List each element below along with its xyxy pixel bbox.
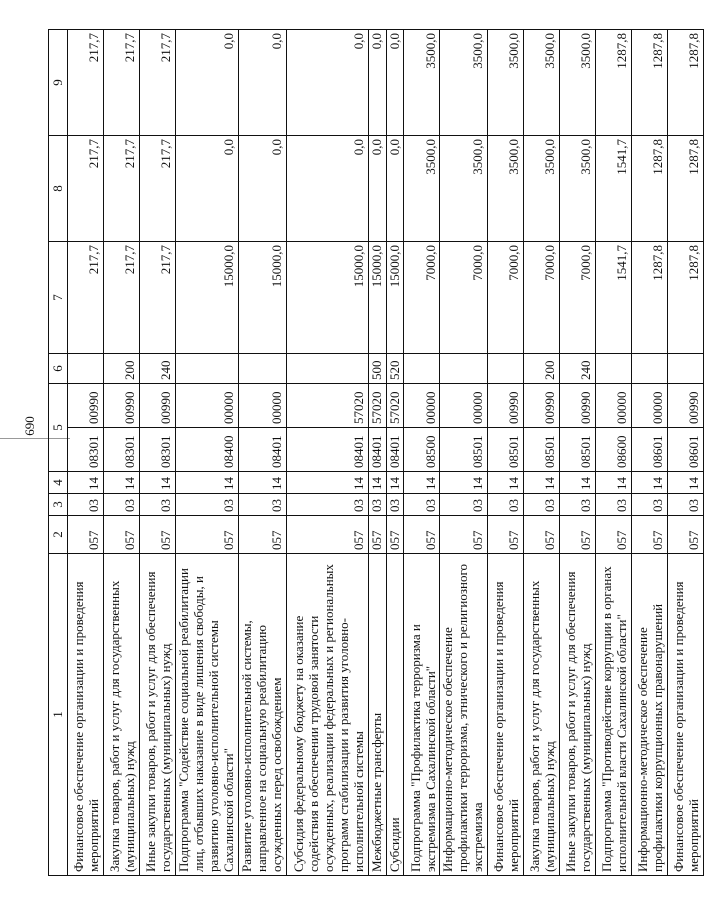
row-name: Субсидии: [386, 554, 404, 876]
row-subsection-code: 14: [176, 472, 239, 494]
row-direction-code: 00990: [488, 384, 524, 428]
table-row: [104, 30, 140, 876]
row-amount-year2: 3500,0: [488, 136, 524, 242]
row-section-code: 03: [176, 494, 239, 516]
row-amount-year2: 0,0: [286, 136, 368, 242]
row-amount-year1: 1541,7: [596, 242, 632, 354]
row-program-code: 08501: [560, 428, 596, 472]
row-expense-type: [238, 354, 286, 384]
row-name: Иные закупки товаров, работ и услуг для обеспечения государственных (муниципальных) нужд: [140, 554, 176, 876]
row-amount-year2: 3500,0: [560, 136, 596, 242]
table-row: [668, 30, 704, 876]
row-amount-year1: 15000,0: [286, 242, 368, 354]
row-subsection-code: 14: [286, 472, 368, 494]
row-ministry-code: 057: [104, 516, 140, 554]
row-program-code: 08301: [140, 428, 176, 472]
header-col-6: 6: [49, 354, 68, 384]
row-section-code: 03: [386, 494, 404, 516]
row-amount-year3: 0,0: [368, 30, 386, 136]
row-program-code: 08401: [368, 428, 386, 472]
row-expense-type: [404, 354, 440, 384]
row-amount-year3: 3500,0: [440, 30, 488, 136]
row-amount-year3: 1287,8: [596, 30, 632, 136]
budget-table: [48, 29, 704, 876]
row-amount-year1: 15000,0: [238, 242, 286, 354]
row-expense-type: [632, 354, 668, 384]
row-direction-code: 57020: [386, 384, 404, 428]
row-amount-year2: 1541,7: [596, 136, 632, 242]
row-name: Межбюджетные трансферты: [368, 554, 386, 876]
table-row: [238, 30, 286, 876]
row-name: Финансовое обеспечение организации и проведения мероприятий: [668, 554, 704, 876]
row-direction-code: 00000: [176, 384, 239, 428]
row-subsection-code: 14: [524, 472, 560, 494]
row-name: Финансовое обеспечение организации и проведения мероприятий: [68, 554, 104, 876]
header-col-9: 9: [49, 30, 68, 136]
row-program-code: 08301: [68, 428, 104, 472]
row-section-code: 03: [632, 494, 668, 516]
row-amount-year3: 0,0: [386, 30, 404, 136]
page-number: [22, 418, 38, 434]
row-program-code: 08301: [104, 428, 140, 472]
table-row: [524, 30, 560, 876]
row-amount-year1: 1287,8: [668, 242, 704, 354]
row-amount-year3: 3500,0: [524, 30, 560, 136]
row-amount-year2: 1287,8: [668, 136, 704, 242]
table-row: [286, 30, 368, 876]
row-section-code: 03: [668, 494, 704, 516]
row-name: Подпрограмма "Профилактика терроризма и экстремизма в Сахалинской области": [404, 554, 440, 876]
row-ministry-code: 057: [404, 516, 440, 554]
header-col-7: 7: [49, 242, 68, 354]
row-amount-year2: 0,0: [238, 136, 286, 242]
table-row: [140, 30, 176, 876]
table-row: [488, 30, 524, 876]
row-expense-type: [68, 354, 104, 384]
row-amount-year1: 15000,0: [176, 242, 239, 354]
row-expense-type: [668, 354, 704, 384]
row-direction-code: 00990: [524, 384, 560, 428]
row-subsection-code: 14: [104, 472, 140, 494]
page-number-text: 690: [22, 416, 37, 436]
row-amount-year2: 3500,0: [440, 136, 488, 242]
row-amount-year3: 3500,0: [404, 30, 440, 136]
row-subsection-code: 14: [560, 472, 596, 494]
row-ministry-code: 057: [488, 516, 524, 554]
row-section-code: 03: [140, 494, 176, 516]
row-amount-year2: 1287,8: [632, 136, 668, 242]
row-program-code: 08501: [524, 428, 560, 472]
row-section-code: 03: [524, 494, 560, 516]
row-ministry-code: 057: [560, 516, 596, 554]
table-row: [632, 30, 668, 876]
row-program-code: 08500: [404, 428, 440, 472]
row-amount-year3: 1287,8: [668, 30, 704, 136]
header-col-3: 3: [49, 494, 68, 516]
row-subsection-code: 14: [668, 472, 704, 494]
header-col-5: 5: [49, 384, 68, 472]
row-expense-type: 520: [386, 354, 404, 384]
row-ministry-code: 057: [286, 516, 368, 554]
table-row: [386, 30, 404, 876]
row-direction-code: 00990: [668, 384, 704, 428]
row-amount-year2: 3500,0: [404, 136, 440, 242]
row-ministry-code: 057: [68, 516, 104, 554]
row-subsection-code: 14: [632, 472, 668, 494]
row-amount-year1: 217,7: [68, 242, 104, 354]
row-direction-code: 00990: [68, 384, 104, 428]
row-amount-year3: 3500,0: [560, 30, 596, 136]
row-direction-code: 57020: [368, 384, 386, 428]
row-amount-year1: 7000,0: [560, 242, 596, 354]
row-subsection-code: 14: [596, 472, 632, 494]
rotated-table-wrapper: [48, 30, 702, 876]
row-program-code: 08401: [286, 428, 368, 472]
row-ministry-code: 057: [596, 516, 632, 554]
row-ministry-code: 057: [386, 516, 404, 554]
row-amount-year1: 15000,0: [386, 242, 404, 354]
row-direction-code: 57020: [286, 384, 368, 428]
row-amount-year1: 7000,0: [440, 242, 488, 354]
row-ministry-code: 057: [440, 516, 488, 554]
row-section-code: 03: [238, 494, 286, 516]
row-program-code: 08501: [488, 428, 524, 472]
row-subsection-code: 14: [386, 472, 404, 494]
row-program-code: 08601: [632, 428, 668, 472]
table-row: [368, 30, 386, 876]
row-amount-year3: 3500,0: [488, 30, 524, 136]
row-amount-year2: 0,0: [176, 136, 239, 242]
row-name: Финансовое обеспечение организации и проведения мероприятий: [488, 554, 524, 876]
row-section-code: 03: [560, 494, 596, 516]
row-section-code: 03: [440, 494, 488, 516]
row-program-code: 08600: [596, 428, 632, 472]
header-col-8: 8: [49, 136, 68, 242]
row-amount-year1: 1287,8: [632, 242, 668, 354]
table-row: [176, 30, 239, 876]
row-name: Закупка товаров, работ и услуг для государственных (муниципальных) нужд: [104, 554, 140, 876]
row-amount-year3: 0,0: [176, 30, 239, 136]
row-expense-type: [176, 354, 239, 384]
row-ministry-code: 057: [140, 516, 176, 554]
row-program-code: 08400: [176, 428, 239, 472]
row-amount-year1: 217,7: [104, 242, 140, 354]
header-col-2: 2: [49, 516, 68, 554]
row-amount-year3: 0,0: [238, 30, 286, 136]
row-expense-type: [286, 354, 368, 384]
row-section-code: 03: [368, 494, 386, 516]
table-row: [68, 30, 104, 876]
row-program-code: 08401: [238, 428, 286, 472]
row-direction-code: 00000: [632, 384, 668, 428]
row-ministry-code: 057: [238, 516, 286, 554]
row-ministry-code: 057: [368, 516, 386, 554]
row-program-code: 08601: [668, 428, 704, 472]
table-row: [440, 30, 488, 876]
row-section-code: 03: [596, 494, 632, 516]
row-expense-type: [488, 354, 524, 384]
row-direction-code: 00990: [560, 384, 596, 428]
row-direction-code: 00990: [140, 384, 176, 428]
table-row: [560, 30, 596, 876]
row-expense-type: [440, 354, 488, 384]
row-name: Информационно-методическое обеспечение профилактики терроризма, этнического и религиозного экстремизма: [440, 554, 488, 876]
table-body: [68, 30, 704, 876]
row-direction-code: 00990: [104, 384, 140, 428]
row-name: Подпрограмма "Противодействие коррупции в органах исполнительной власти Сахалинской области": [596, 554, 632, 876]
row-name: Информационно-методическое обеспечение профилактики коррупционных правонарушений: [632, 554, 668, 876]
row-subsection-code: 14: [404, 472, 440, 494]
row-ministry-code: 057: [524, 516, 560, 554]
row-name: Закупка товаров, работ и услуг для государственных (муниципальных) нужд: [524, 554, 560, 876]
row-expense-type: 240: [140, 354, 176, 384]
row-subsection-code: 14: [488, 472, 524, 494]
header-col-4: 4: [49, 472, 68, 494]
row-expense-type: 500: [368, 354, 386, 384]
row-amount-year2: 217,7: [68, 136, 104, 242]
row-name: Субсидия федеральному бюджету на оказание содействия в обеспечении трудовой занятости осужденных, реализации федеральных и региональных программ стабилизации и развития уголовно-исполнительной системы: [286, 554, 368, 876]
row-subsection-code: 14: [68, 472, 104, 494]
row-ministry-code: 057: [176, 516, 239, 554]
row-section-code: 03: [68, 494, 104, 516]
row-section-code: 03: [404, 494, 440, 516]
row-amount-year2: 0,0: [386, 136, 404, 242]
row-expense-type: 240: [560, 354, 596, 384]
row-expense-type: [596, 354, 632, 384]
row-subsection-code: 14: [140, 472, 176, 494]
row-program-code: 08501: [440, 428, 488, 472]
header-row: [49, 30, 68, 876]
row-amount-year3: 1287,8: [632, 30, 668, 136]
row-amount-year3: 217,7: [68, 30, 104, 136]
row-amount-year3: 0,0: [286, 30, 368, 136]
row-amount-year2: 217,7: [140, 136, 176, 242]
row-subsection-code: 14: [238, 472, 286, 494]
row-section-code: 03: [104, 494, 140, 516]
row-name: Развитие уголовно-исполнительной системы, направленное на социальную реабилитацию осужденных перед освобождением: [238, 554, 286, 876]
row-section-code: 03: [488, 494, 524, 516]
row-amount-year1: 217,7: [140, 242, 176, 354]
row-expense-type: 200: [524, 354, 560, 384]
row-amount-year3: 217,7: [140, 30, 176, 136]
row-ministry-code: 057: [668, 516, 704, 554]
row-amount-year1: 7000,0: [488, 242, 524, 354]
row-amount-year1: 15000,0: [368, 242, 386, 354]
row-amount-year1: 7000,0: [404, 242, 440, 354]
row-amount-year2: 0,0: [368, 136, 386, 242]
row-amount-year2: 3500,0: [524, 136, 560, 242]
row-subsection-code: 14: [440, 472, 488, 494]
header-col-1: 1: [49, 554, 68, 876]
table-row: [596, 30, 632, 876]
row-direction-code: 00000: [440, 384, 488, 428]
row-program-code: 08401: [386, 428, 404, 472]
table-row: [404, 30, 440, 876]
row-amount-year2: 217,7: [104, 136, 140, 242]
row-direction-code: 00000: [238, 384, 286, 428]
row-amount-year3: 217,7: [104, 30, 140, 136]
row-direction-code: 00000: [404, 384, 440, 428]
row-amount-year1: 7000,0: [524, 242, 560, 354]
row-section-code: 03: [286, 494, 368, 516]
row-name: Подпрограмма "Содействие социальной реабилитации лиц, отбывших наказание в виде лишения свободы, и развитию уголовно-исполнительной системы Сахалинской области": [176, 554, 239, 876]
row-ministry-code: 057: [632, 516, 668, 554]
row-name: Иные закупки товаров, работ и услуг для обеспечения государственных (муниципальных) нужд: [560, 554, 596, 876]
row-expense-type: 200: [104, 354, 140, 384]
row-subsection-code: 14: [368, 472, 386, 494]
row-direction-code: 00000: [596, 384, 632, 428]
